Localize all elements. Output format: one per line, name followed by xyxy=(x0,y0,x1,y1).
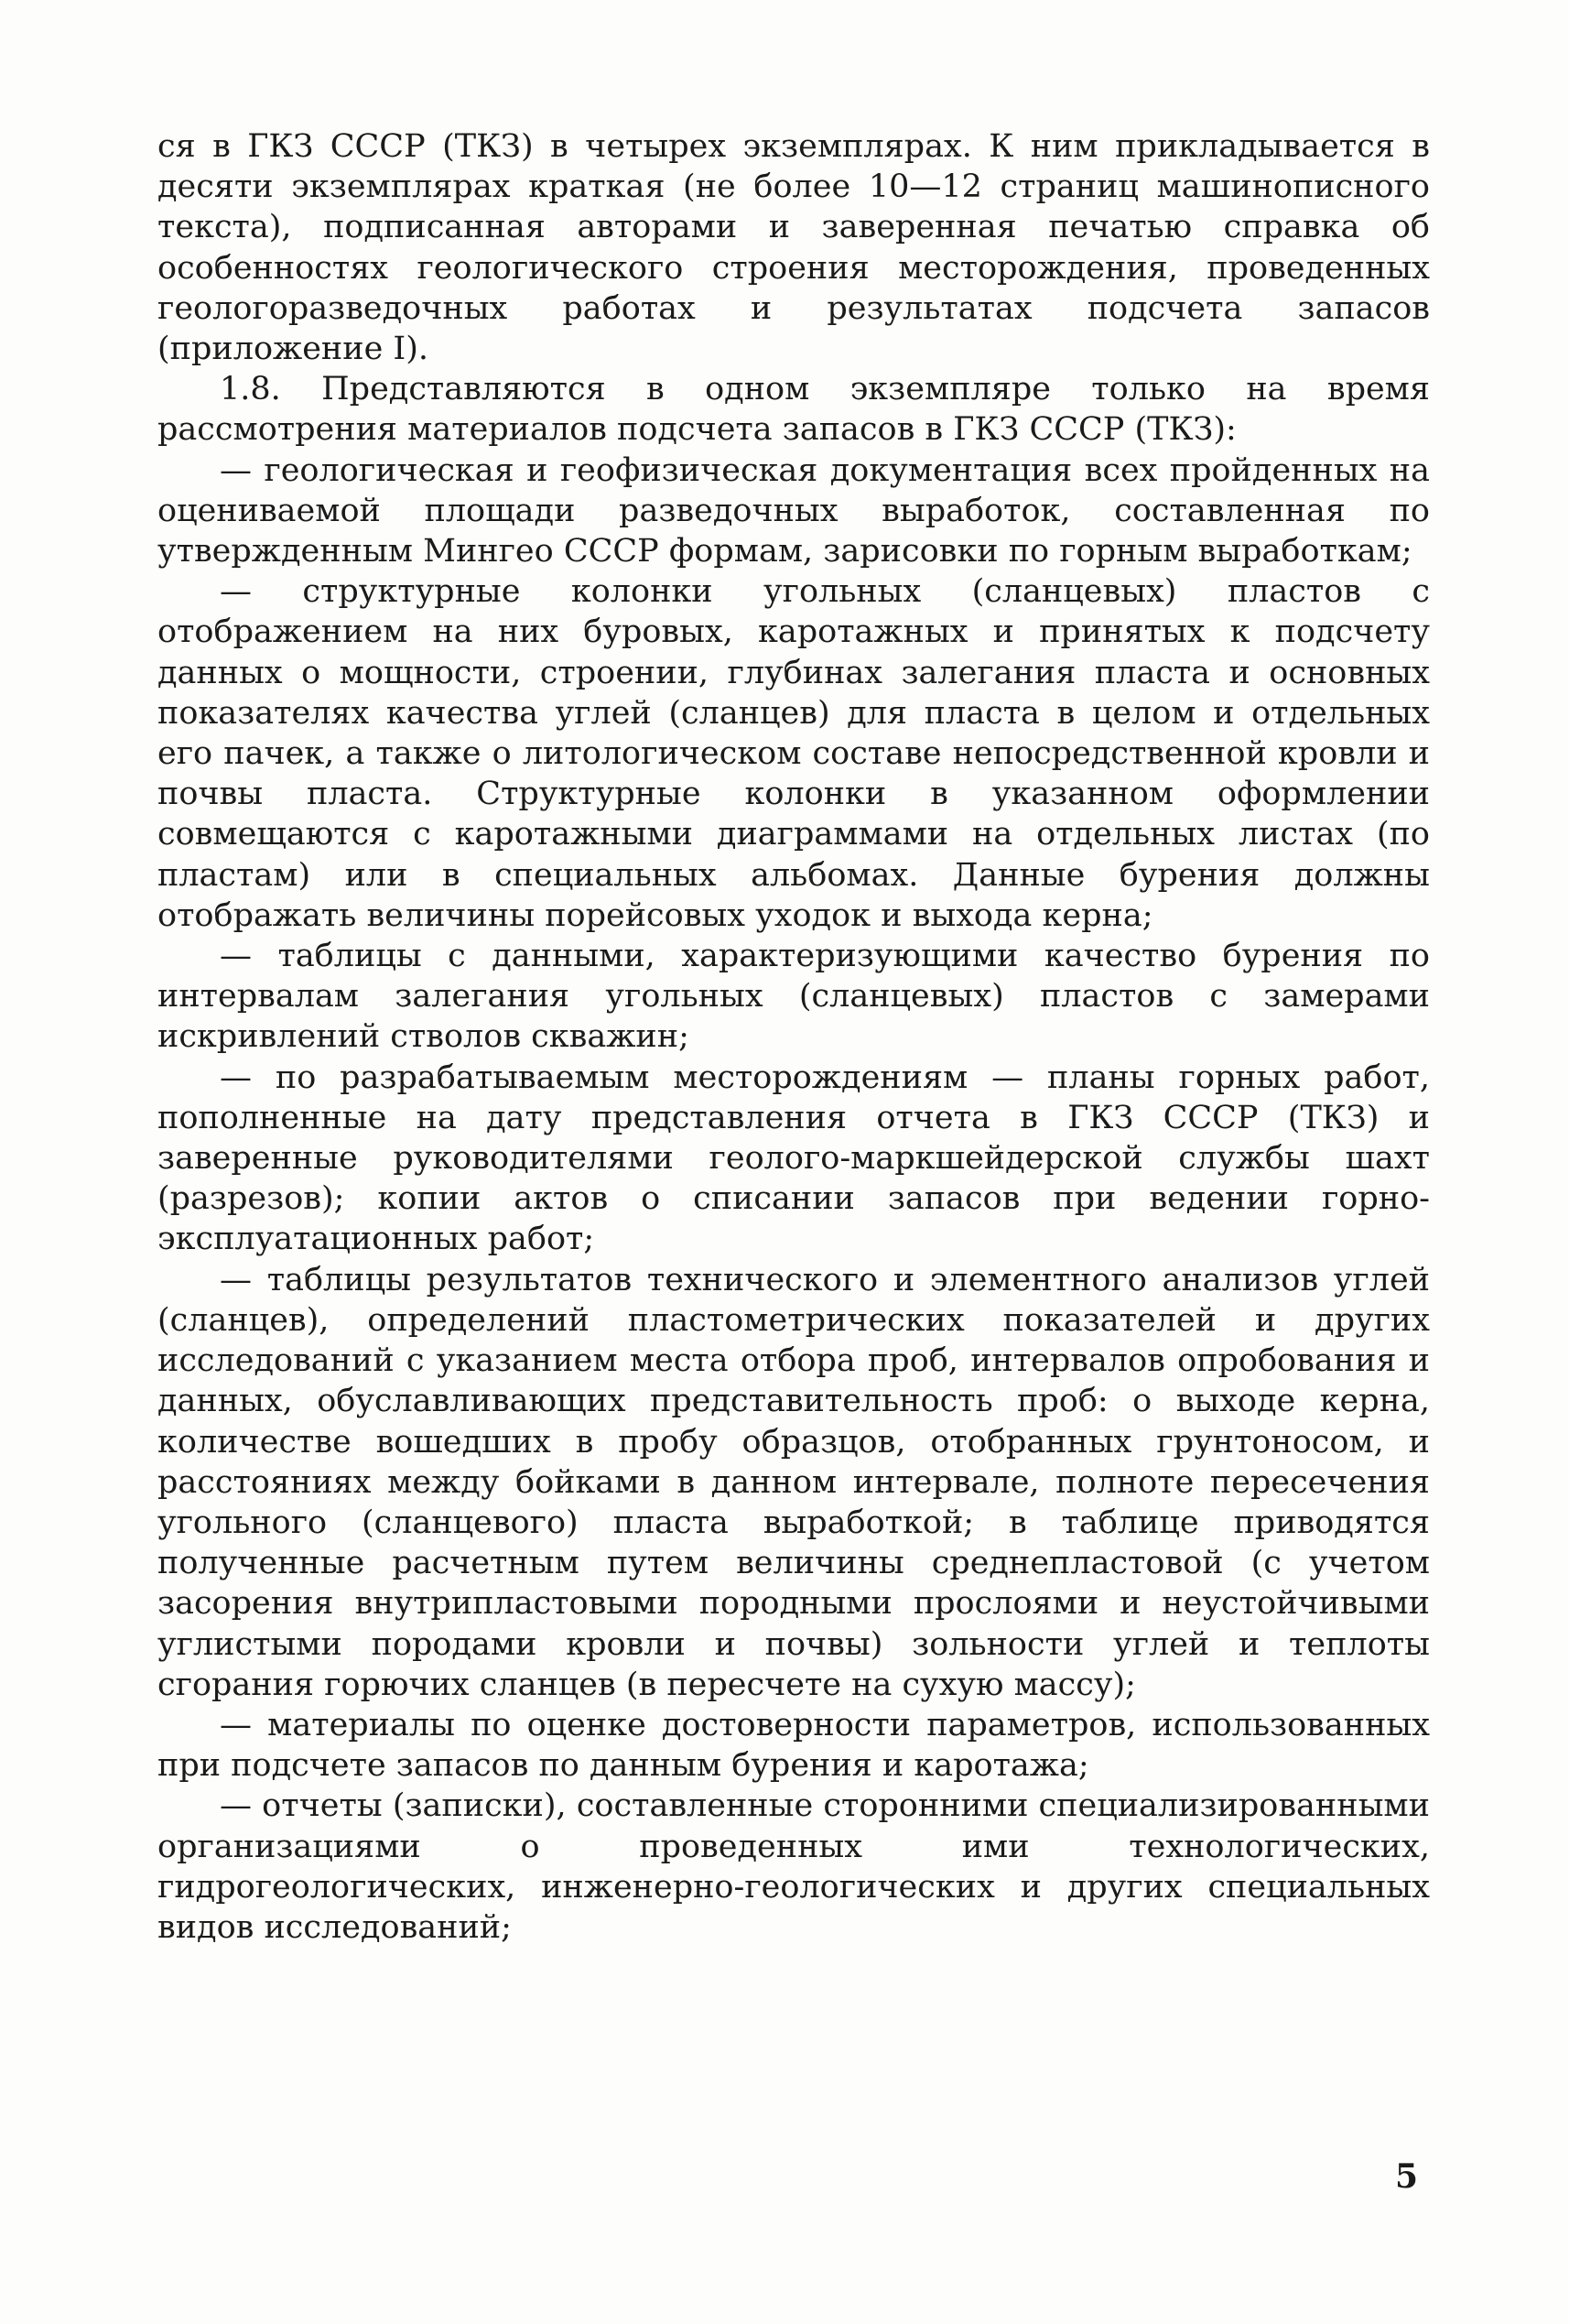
list-item-third-party-reports: — отчеты (записки), составленные сторонними специализированными организациями о проведенных ими технологических, гидрогеологических, инженерно-геологических и других специальных видов исследований; xyxy=(157,1787,1430,1946)
list-item-structural-columns: — структурные колонки угольных (сланцевых) пластов с отображением на них буровых, каротажных и принятых к подсчету данных о мощности, строении, глубинах залегания пласта и основных показателях качества углей (сланцев) для пласта в целом и отдельных его пачек, а также о литологическом составе непосредственной кровли и почвы пласта. Структурные колонки в указанном оформлении совмещаются с каротажными диаграммами на отдельных листах (по пластам) или в специальных альбомах. Данные бурения должны отображать величины порейсовых уходок и выхода керна; xyxy=(157,573,1430,934)
list-item-reliability-materials: — материалы по оценке достоверности параметров, использованных при подсчете запасов по данным бурения и каротажа; xyxy=(157,1706,1430,1785)
list-item-drilling-quality-tables: — таблицы с данными, характеризующими качество бурения по интервалам залегания угольных (сланцевых) пластов с замерами искривлений стволов скважин; xyxy=(157,938,1430,1056)
page-number: 5 xyxy=(1395,2157,1419,2196)
paragraph-section-1-8: 1.8. Представляются в одном экземпляре только на время рассмотрения материалов подсчета запасов в ГКЗ СССР (ТКЗ): xyxy=(157,371,1430,449)
list-item-mining-plans: — по разрабатываемым месторождениям — планы горных работ, пополненные на дату представления отчета в ГКЗ СССР (ТКЗ) и заверенные руководителями геолого-маркшейдерской службы шахт (разрезов); копии актов о списании запасов при ведении горно-эксплуатационных работ; xyxy=(157,1059,1430,1258)
list-item-documentation: — геологическая и геофизическая документация всех пройденных на оцениваемой площади разведочных выработок, составленная по утвержденным Мингео СССР формам, зарисовки по горным выработкам; xyxy=(157,451,1430,570)
list-item-analysis-tables: — таблицы результатов технического и элементного анализов углей (сланцев), определений пластометрических показателей и других исследований с указанием места отбора проб, интервалов опробования и данных, обуславливающих представительность проб: о выходе керна, количестве вошедших в пробу образцов, отобранных грунтоносом, и расстояниях между бойками в данном интервале, полноте пересечения угольного (сланцевого) пласта выработкой; в таблице приводятся полученные расчетным путем величины среднепластовой (с учетом засорения внутрипластовыми породными прослоями и неустойчивыми углистыми породами кровли и почвы) зольности углей и теплоты сгорания горючих сланцев (в пересчете на сухую массу); xyxy=(157,1261,1430,1703)
paragraph-continuation: ся в ГКЗ СССР (ТКЗ) в четырех экземплярах. К ним прикладывается в десяти экземплярах краткая (не более 10—12 страниц машинописного текста), подписанная авторами и заверенная печатью справка об особенностях геологического строения месторождения, проведенных геологоразведочных работах и результатах подсчета запасов (приложение I). xyxy=(157,128,1430,368)
body-text xyxy=(157,126,1430,1948)
